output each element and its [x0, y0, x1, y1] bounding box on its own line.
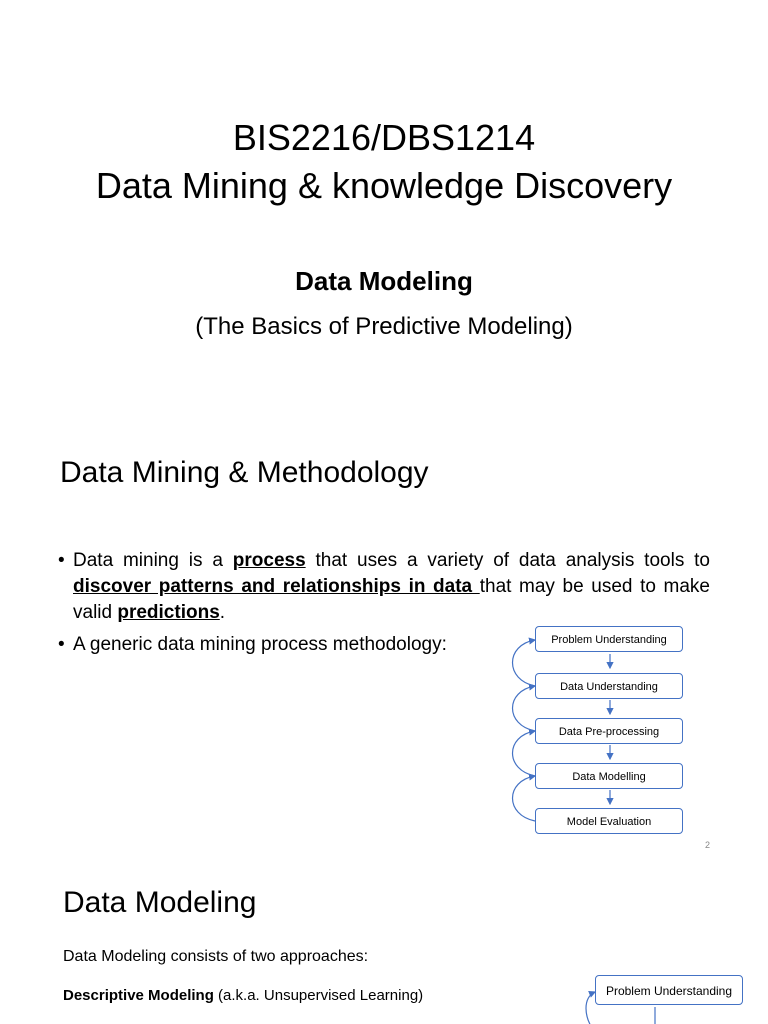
intro-text: Data Modeling consists of two approaches: — [63, 948, 369, 965]
lecture-subtitle: Data Modeling — [295, 266, 473, 296]
flow-step-model-evaluation: Model Evaluation — [535, 808, 683, 834]
bullet-text: that uses a variety of data analysis tools to — [305, 550, 711, 571]
descriptive-modeling-term: Descriptive Modeling — [63, 987, 214, 1004]
course-name-title: Data Mining & knowledge Discovery — [95, 165, 673, 206]
bullet-text: . — [219, 602, 226, 623]
bullet-item — [58, 548, 710, 626]
title-slide — [0, 0, 768, 430]
flow-step-data-preprocessing: Data Pre-processing — [535, 718, 683, 744]
bullet-text: A generic data mining process methodology: — [73, 634, 447, 655]
bullet-text: that may be used to make valid — [73, 576, 710, 623]
descriptive-modeling-note: (a.k.a. Unsupervised Learning) — [213, 987, 424, 1004]
slide-heading: Data Mining & Methodology — [60, 456, 429, 489]
lecture-subtitle-detail: (The Basics of Predictive Modeling) — [195, 313, 573, 340]
data-modeling-slide — [0, 860, 768, 1024]
flow-step-problem-understanding: Problem Understanding — [595, 975, 743, 1005]
bullet-dot: • — [58, 550, 65, 571]
course-code-title: BIS2216/DBS1214 — [232, 117, 536, 158]
descriptive-modeling-line — [63, 987, 423, 1004]
flow-step-problem-understanding: Problem Understanding — [535, 626, 683, 652]
bullet-text: Data mining is a — [73, 550, 233, 571]
flow-step-data-modelling: Data Modelling — [535, 763, 683, 789]
methodology-slide — [0, 430, 768, 860]
slide-heading: Data Modeling — [63, 886, 257, 919]
emphasis-predictions: predictions — [117, 602, 220, 623]
flow-step-data-understanding: Data Understanding — [535, 673, 683, 699]
emphasis-discover: discover patterns and relationships in data — [73, 576, 480, 597]
page-number: 2 — [704, 840, 710, 850]
emphasis-process: process — [232, 550, 306, 571]
bullet-dot: • — [58, 634, 65, 655]
